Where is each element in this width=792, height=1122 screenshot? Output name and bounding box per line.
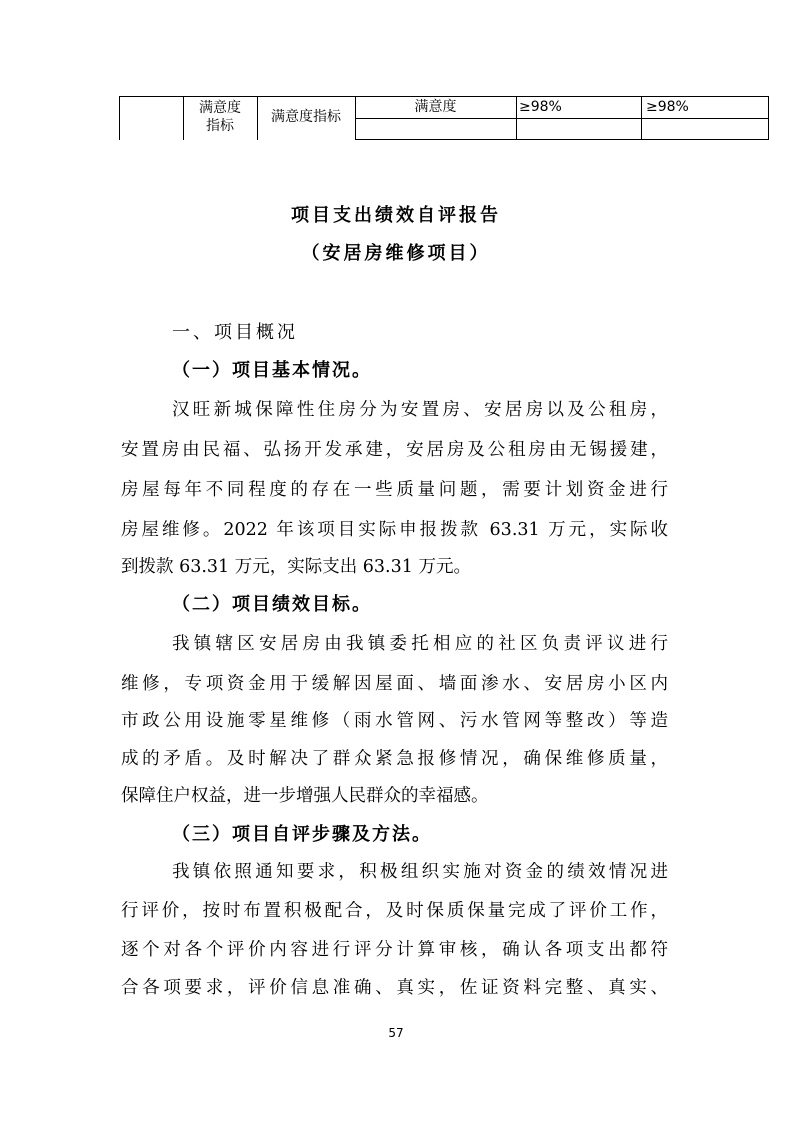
indicator-table bbox=[119, 96, 769, 140]
table-cell-indicator: 满意度指标 bbox=[271, 109, 341, 125]
table-row-divider bbox=[355, 118, 769, 119]
table-border-bottom bbox=[355, 139, 769, 140]
page-number: 57 bbox=[388, 1026, 404, 1040]
paragraph-line: 合各项要求，评价信息准确、真实，佐证资料完整、真实、 bbox=[121, 978, 668, 998]
paragraph-line: 房屋每年不同程度的存在一些质量问题，需要计划资金进行 bbox=[121, 480, 668, 500]
paragraph-line: 市政公用设施零星维修（雨水管网、污水管网等整改）等造 bbox=[121, 711, 668, 731]
paragraph-line: 汉旺新城保障性住房分为安置房、安居房以及公租房， bbox=[172, 400, 668, 420]
paragraph-line: 维修，专项资金用于缓解因屋面、墙面渗水、安居房小区内 bbox=[121, 674, 668, 694]
paragraph-line: 房屋维修。2022 年该项目实际申报拨款 63.31 万元，实际收 bbox=[121, 520, 668, 540]
paragraph-line: 行评价，按时布置积极配合，及时保质保量完成了评价工作， bbox=[121, 901, 668, 921]
table-cell-actual: ≥98% bbox=[646, 99, 689, 115]
subsection-heading: （二）项目绩效目标。 bbox=[172, 594, 372, 615]
paragraph-line: 成的矛盾。及时解决了群众紧急报修情况，确保维修质量， bbox=[121, 749, 668, 769]
table-cell-item: 满意度 bbox=[414, 99, 457, 115]
paragraph-line: 我镇辖区安居房由我镇委托相应的社区负责评议进行 bbox=[172, 634, 668, 654]
paragraph-line: 保障住户权益，进一步增强人民群众的幸福感。 bbox=[121, 786, 489, 806]
paragraph-line: 我镇依照通知要求，积极组织实施对资金的绩效情况进 bbox=[172, 862, 668, 882]
table-cell-target: ≥98% bbox=[519, 99, 562, 115]
table-border-left bbox=[119, 96, 120, 140]
table-border-top bbox=[119, 96, 769, 97]
paragraph-line: 逐个对各个评价内容进行评分计算审核，确认各项支出都符 bbox=[121, 940, 668, 960]
table-cell-category-line2: 指标 bbox=[206, 118, 234, 134]
subsection-heading: （三）项目自评步骤及方法。 bbox=[172, 824, 432, 845]
section-heading: 一、项目概况 bbox=[172, 322, 298, 343]
report-title: 项目支出绩效自评报告 bbox=[291, 205, 501, 226]
report-subtitle: （安居房维修项目） bbox=[301, 243, 491, 264]
table-cell-category: 满意度 bbox=[199, 100, 241, 116]
subsection-heading: （一）项目基本情况。 bbox=[172, 360, 372, 381]
paragraph-line: 安置房由民福、弘扬开发承建，安居房及公租房由无锡援建， bbox=[121, 440, 668, 460]
paragraph-line: 到拨款 63.31 万元，实际支出 63.31 万元。 bbox=[121, 557, 471, 577]
